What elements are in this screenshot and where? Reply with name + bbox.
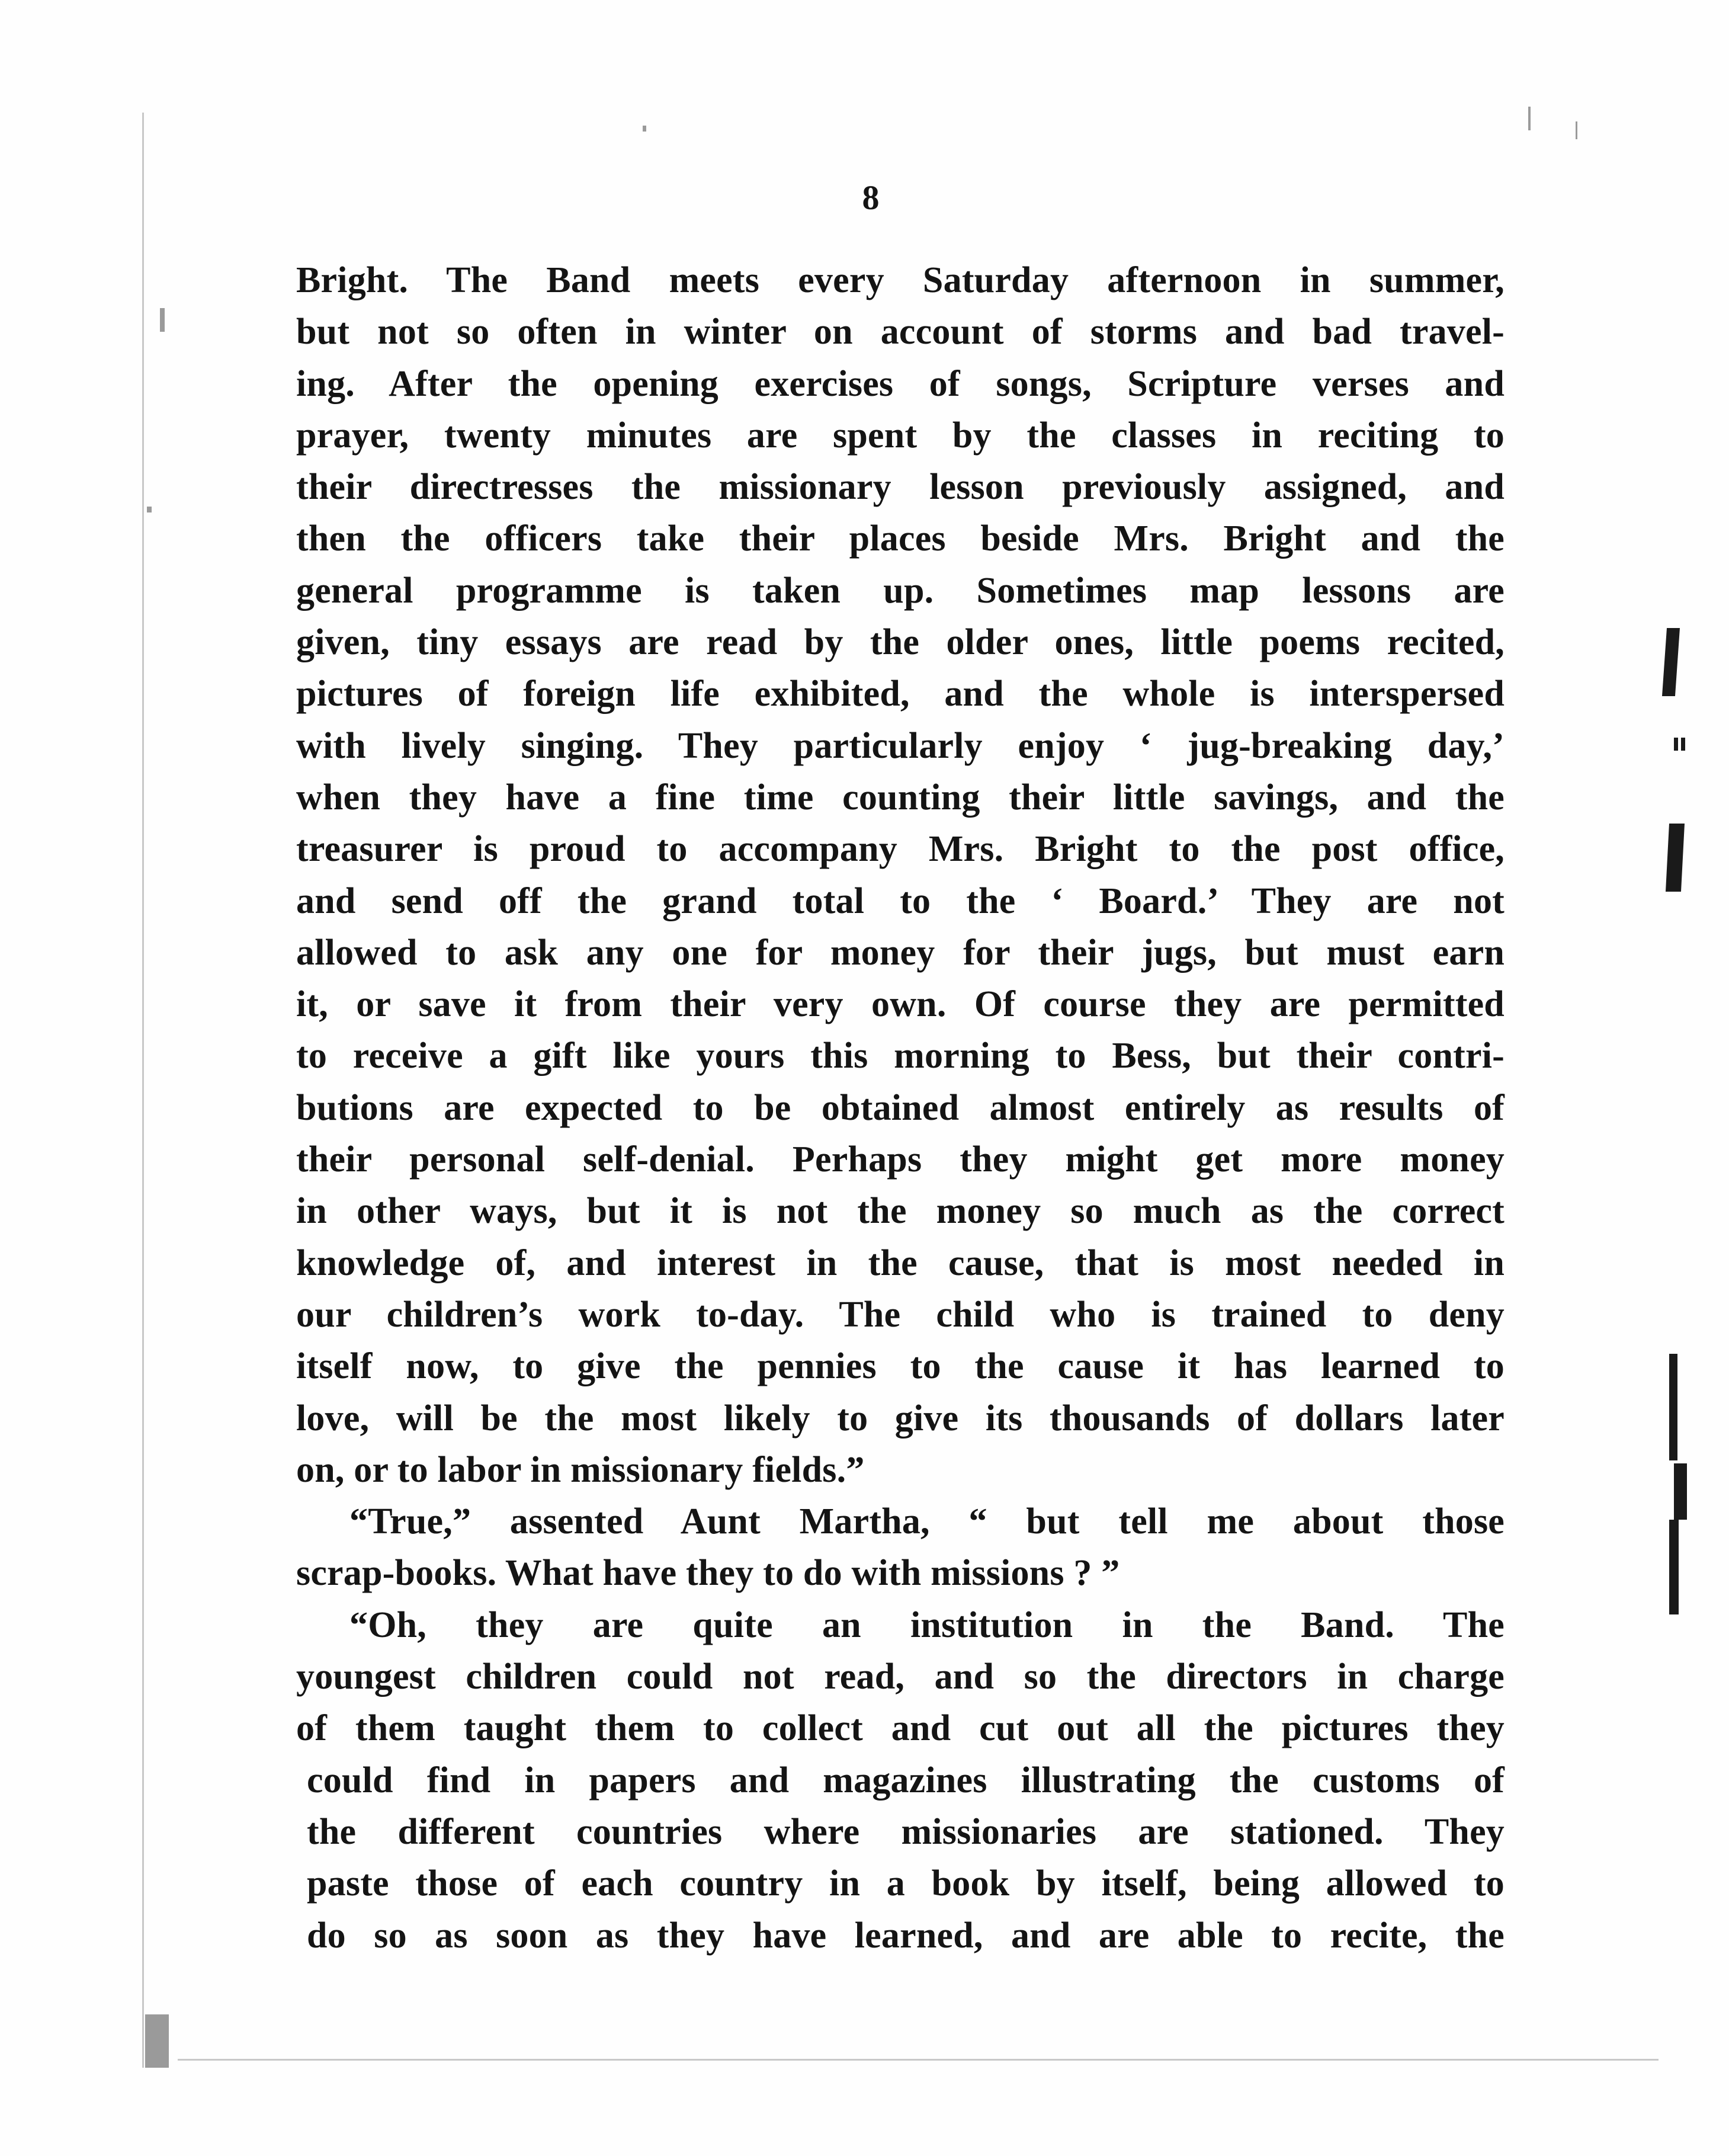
scan-mark — [1681, 738, 1685, 751]
scan-mark — [1666, 824, 1685, 892]
text-line: their personal self-denial. Perhaps they might get more money — [296, 1139, 1505, 1180]
text-line: general programme is taken up. Sometimes map lessons are — [296, 570, 1505, 611]
scan-mark — [147, 507, 152, 512]
text-line: of them taught them to collect and cut out all the pictures they — [296, 1708, 1505, 1749]
text-line: ing. After the opening exercises of songs, Scripture verses and — [296, 363, 1505, 404]
text-line: then the officers take their places beside Mrs. Bright and the — [296, 518, 1505, 559]
text-line: given, tiny essays are read by the older ones, little poems recited, — [296, 622, 1505, 663]
page-number: 8 — [862, 178, 880, 217]
text-line: could find in papers and magazines illustrating the customs of — [307, 1760, 1505, 1801]
text-line: when they have a fine time counting their little savings, and the — [296, 777, 1505, 818]
text-line: on, or to labor in missionary fields.” — [296, 1449, 865, 1490]
scan-mark — [178, 2059, 1659, 2061]
scan-mark — [1576, 121, 1577, 139]
scan-mark — [142, 113, 144, 2068]
text-line: itself now, to give the pennies to the cause it has learned to — [296, 1346, 1505, 1387]
text-line: butions are expected to be obtained almost entirely as results of — [296, 1087, 1505, 1128]
text-line: “Oh, they are quite an institution in the Band. The — [349, 1604, 1505, 1645]
text-line: love, will be the most likely to give its thousands of dollars later — [296, 1398, 1505, 1439]
text-line: and send off the grand total to the ‘ Board.’ They are not — [296, 880, 1505, 921]
text-line: their directresses the missionary lesson previously assigned, and — [296, 467, 1505, 508]
text-line: the different countries where missionaries are stationed. They — [307, 1811, 1505, 1852]
text-line: in other ways, but it is not the money so much as the correct — [296, 1191, 1505, 1232]
text-line: youngest children could not read, and so the directors in charge — [296, 1657, 1505, 1697]
scan-mark — [1528, 107, 1531, 130]
scan-mark — [1669, 1354, 1677, 1460]
text-line: our children’s work to-day. The child who is trained to deny — [296, 1294, 1505, 1335]
scan-mark — [643, 126, 646, 132]
text-line: allowed to ask any one for money for their jugs, but must earn — [296, 932, 1505, 973]
text-line: “True,” assented Aunt Martha, “ but tell me about those — [349, 1501, 1505, 1542]
scan-mark — [145, 2014, 169, 2068]
scan-mark — [1674, 738, 1678, 751]
text-line: Bright. The Band meets every Saturday afternoon in summer, — [296, 260, 1505, 300]
text-line: paste those of each country in a book by itself, being allowed to — [307, 1863, 1505, 1904]
scan-mark — [1669, 1520, 1679, 1614]
text-line: prayer, twenty minutes are spent by the classes in reciting to — [296, 415, 1505, 456]
text-line: to receive a gift like yours this morning to Bess, but their contri- — [296, 1036, 1505, 1077]
text-line: pictures of foreign life exhibited, and the whole is interspersed — [296, 674, 1505, 715]
text-line: but not so often in winter on account of storms and bad travel- — [296, 312, 1505, 353]
scan-mark — [160, 308, 165, 332]
scan-mark — [1674, 1463, 1687, 1520]
text-line: with lively singing. They particularly enjoy ‘ jug-breaking day,’ — [296, 725, 1505, 766]
text-line: knowledge of, and interest in the cause, that is most needed in — [296, 1242, 1505, 1283]
text-line: scrap-books. What have they to do with missions ? ” — [296, 1553, 1120, 1594]
text-line: it, or save it from their very own. Of course they are permitted — [296, 984, 1505, 1025]
scan-mark — [1662, 628, 1680, 696]
body-text — [296, 255, 1505, 1962]
text-line: do so as soon as they have learned, and are able to recite, the — [307, 1915, 1505, 1956]
text-line: treasurer is proud to accompany Mrs. Bright to the post office, — [296, 829, 1505, 870]
